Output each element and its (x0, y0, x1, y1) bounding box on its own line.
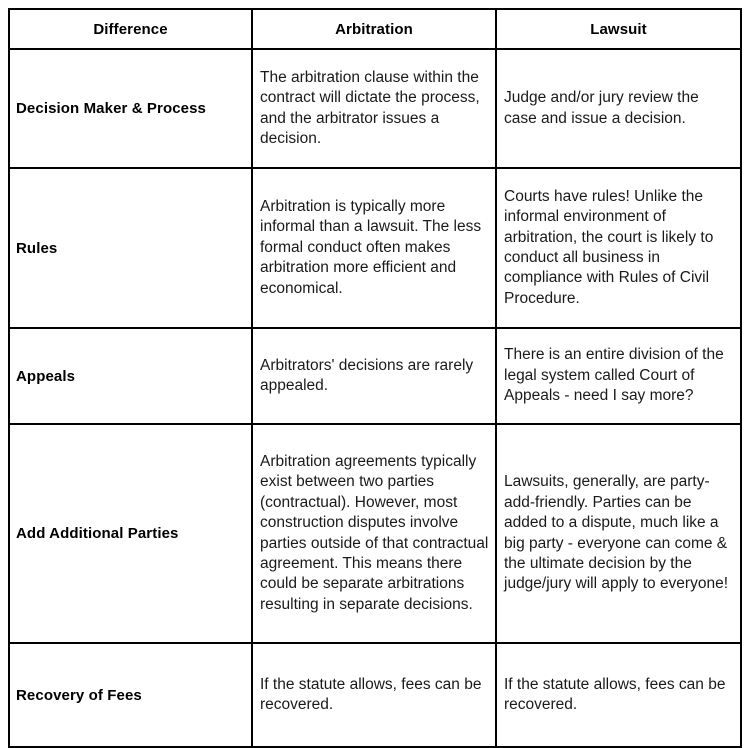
row-label: Decision Maker & Process (9, 49, 252, 168)
cell-lawsuit: If the statute allows, fees can be recovered. (496, 643, 741, 747)
header-row (9, 9, 741, 49)
cell-arbitration: Arbitration agreements typically exist between two parties (contractual). However, most construction disputes involve parties outside of that contractual agreement. This means there could be separate arbitrations resulting in separate decisions. (252, 424, 496, 643)
table-row-recovery-of-fees (9, 643, 741, 747)
cell-lawsuit: Courts have rules! Unlike the informal environment of arbitration, the court is likely to conduct all business in compliance with Rules of Civil Procedure. (496, 168, 741, 328)
cell-lawsuit: Lawsuits, generally, are party-add-friendly. Parties can be added to a dispute, much like a big party - everyone can come & the ultimate decision by the judge/jury will apply to everyone! (496, 424, 741, 643)
cell-arbitration: If the statute allows, fees can be recovered. (252, 643, 496, 747)
row-label: Rules (9, 168, 252, 328)
cell-lawsuit: There is an entire division of the legal system called Court of Appeals - need I say more? (496, 328, 741, 424)
header-arbitration: Arbitration (252, 9, 496, 49)
cell-arbitration: The arbitration clause within the contract will dictate the process, and the arbitrator issues a decision. (252, 49, 496, 168)
table-row-decision-maker (9, 49, 741, 168)
cell-arbitration: Arbitration is typically more informal than a lawsuit. The less formal conduct often makes arbitration more efficient and economical. (252, 168, 496, 328)
header-lawsuit: Lawsuit (496, 9, 741, 49)
comparison-table (8, 8, 742, 748)
table-row-appeals (9, 328, 741, 424)
table-row-add-parties (9, 424, 741, 643)
row-label: Add Additional Parties (9, 424, 252, 643)
cell-lawsuit: Judge and/or jury review the case and issue a decision. (496, 49, 741, 168)
row-label: Appeals (9, 328, 252, 424)
row-label: Recovery of Fees (9, 643, 252, 747)
table-row-rules (9, 168, 741, 328)
header-difference: Difference (9, 9, 252, 49)
cell-arbitration: Arbitrators' decisions are rarely appealed. (252, 328, 496, 424)
